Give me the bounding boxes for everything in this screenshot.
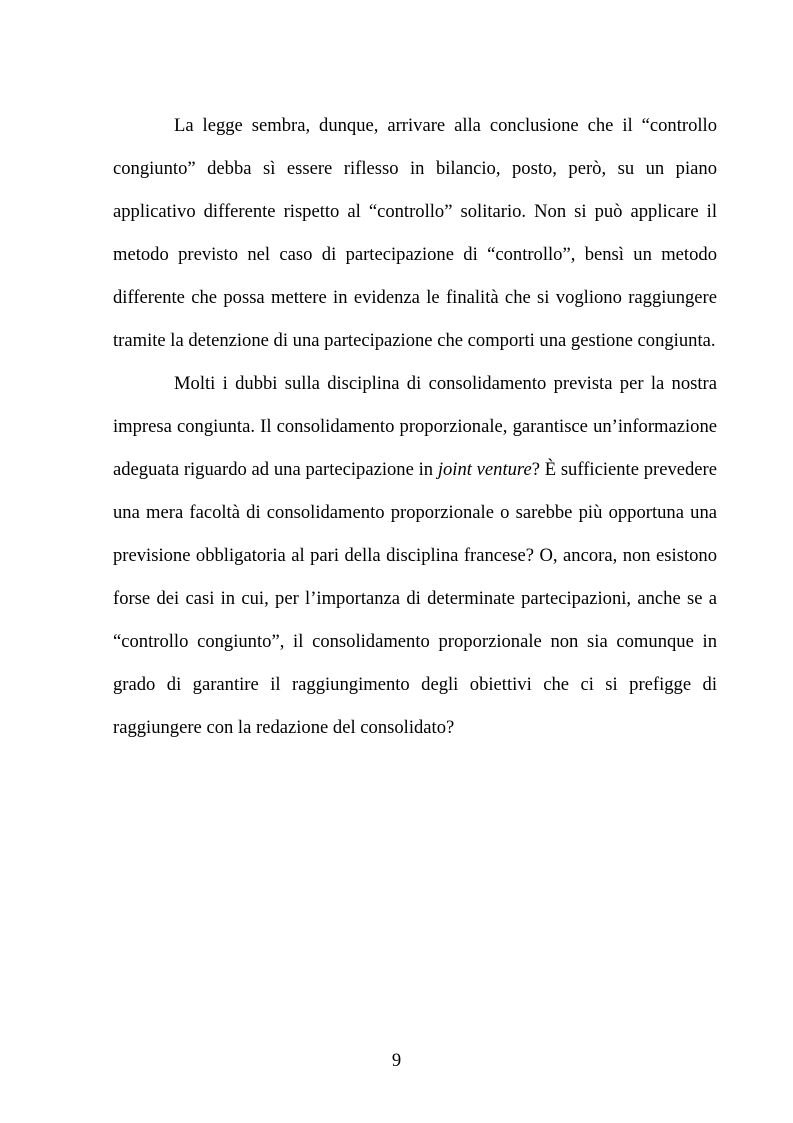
italic-term: joint venture [437, 459, 532, 480]
paragraph-1: La legge sembra, dunque, arrivare alla conclusione che il “controllo congiunto” debba sì essere riflesso in bilancio, posto, però, su un piano applicativo differente rispetto al “controllo” solitario. Non si può applicare il metodo previsto nel caso di partecipazione di “controllo”, bensì un metodo differente che possa mettere in evidenza le finalità che si vogliono raggiungere tramite la detenzione di una partecipazione che comporti una gestione congiunta. [113, 115, 717, 351]
body-text [113, 104, 717, 749]
page-number: 9 [391, 1050, 402, 1071]
paragraph-2 [113, 362, 717, 749]
paragraph-2-text-before: Molti i dubbi sulla disciplina di consolidamento prevista per la nostra impresa congiunta. Il consolidamento proporzionale, garantisce un’informazione adeguata riguardo ad una partecipazione in [113, 373, 717, 480]
paragraph-2-text-after: ? È sufficiente prevedere una mera facoltà di consolidamento proporzionale o sarebbe più opportuna una previsione obbligatoria al pari della disciplina francese? O, ancora, non esistono forse dei casi in cui, per l’importanza di determinate partecipazioni, anche se a “controllo congiunto”, il consolidamento proporzionale non sia comunque in grado di garantire il raggiungimento degli obiettivi che ci si prefigge di raggiungere con la redazione del consolidato? [113, 459, 717, 738]
